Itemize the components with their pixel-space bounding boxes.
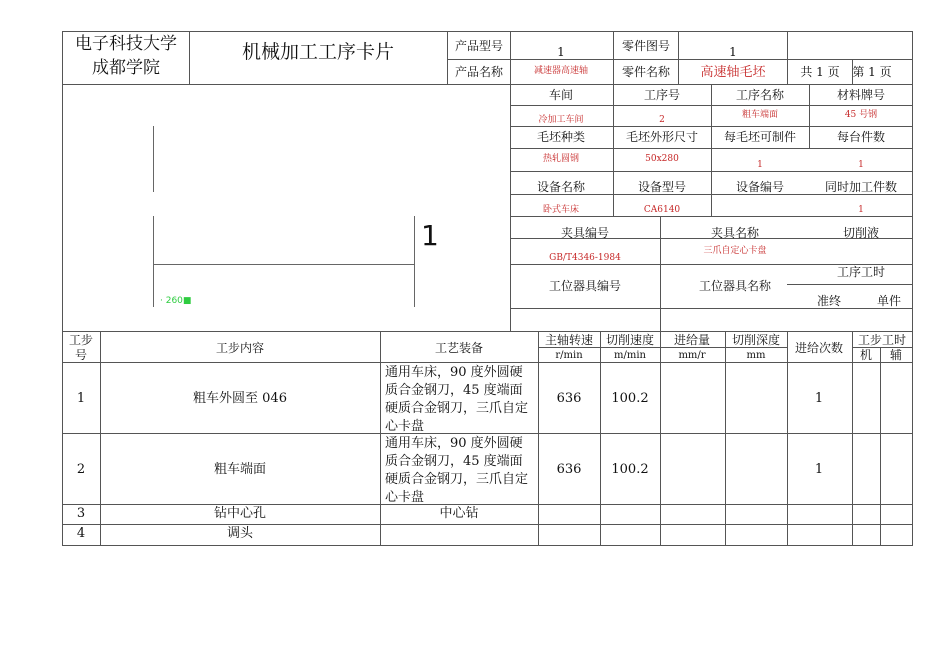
col-equipment-header: 工艺装备: [434, 341, 484, 355]
per-unit-label: 每台件数: [836, 130, 886, 144]
row-step-no: 2: [76, 462, 86, 477]
row-step-content: 粗车端面: [213, 462, 267, 477]
col-content-header: 工步内容: [215, 341, 265, 355]
equipment-model-label: 设备型号: [637, 180, 687, 194]
product-name-label: 产品名称: [454, 65, 504, 79]
part-drawing-no-value: 1: [729, 45, 737, 59]
card-title: 机械加工工序卡片: [241, 41, 395, 63]
part-drawing-no-label: 零件图号: [621, 39, 671, 53]
workshop-value: 冷加工车间: [538, 115, 584, 125]
row-step-no: 4: [76, 526, 86, 541]
row-step-content: 粗车外圆至 046: [193, 391, 287, 406]
row-step-no: 3: [76, 506, 86, 521]
row-spindle-speed: 636: [556, 462, 582, 477]
col-feed-unit: mm/r: [678, 350, 706, 361]
process-no-value: 2: [659, 115, 665, 125]
product-model-value: 1: [557, 45, 565, 59]
col-feed-header: 进给量: [673, 333, 711, 347]
blank-size-label: 毛坯外形尺寸: [625, 130, 699, 144]
prep-time-label: 准终: [816, 294, 842, 308]
col-depth-header: 切削深度: [731, 333, 781, 347]
col-spindle-header: 主轴转速: [544, 333, 594, 347]
col-depth-unit: mm: [746, 350, 766, 361]
per-unit-value: 1: [858, 160, 864, 170]
process-time-label: 工序工时: [836, 265, 886, 279]
row-step-content: 调头: [226, 526, 254, 541]
sketch-label: 1: [421, 219, 439, 252]
row-spindle-speed: 636: [556, 391, 582, 406]
process-no-label: 工序号: [643, 88, 681, 102]
workshop-label: 车间: [548, 88, 574, 102]
fixture-name-label: 夹具名称: [710, 226, 760, 240]
col-speed-header: 切削速度: [605, 333, 655, 347]
row-step-no: 1: [76, 391, 86, 406]
blank-size-value: 50x280: [645, 154, 679, 164]
row-passes: 1: [814, 391, 824, 406]
row-equipment: 通用车床，90 度外圆硬质合金钢刀，45 度端面硬质合金钢刀，三爪自定心卡盘: [385, 436, 529, 505]
equipment-model-value: CA6140: [643, 205, 681, 215]
fixture-no-value: GB/T4346-1984: [549, 253, 621, 263]
blank-type-value: 热轧圆钢: [542, 154, 580, 164]
simultaneous-value: 1: [858, 205, 864, 215]
row-step-content: 钻中心孔: [213, 506, 267, 521]
equipment-name-label: 设备名称: [536, 180, 586, 194]
per-blank-label: 每毛坯可制件: [723, 130, 797, 144]
row-cutting-speed: 100.2: [611, 391, 649, 406]
col-step-time-header: 工步工时: [857, 333, 907, 347]
station-tool-name-label: 工位器具名称: [698, 279, 772, 293]
coolant-label: 切削液: [842, 226, 880, 240]
col-aux-time-header: 辅: [889, 348, 903, 362]
simultaneous-label: 同时加工件数: [824, 180, 898, 194]
material-value: 45 号钢: [844, 110, 878, 120]
product-model-label: 产品型号: [454, 39, 504, 53]
process-name-value: 粗车端面: [741, 110, 779, 120]
blank-type-label: 毛坯种类: [536, 130, 586, 144]
total-pages: 共 1 页: [800, 65, 840, 79]
part-name-label: 零件名称: [621, 65, 671, 79]
dimension-label: · 260■: [160, 296, 192, 306]
school-name-line1: 电子科技大学: [75, 34, 177, 54]
row-equipment: 通用车床，90 度外圆硬质合金钢刀，45 度端面硬质合金钢刀，三爪自定心卡盘: [385, 365, 529, 434]
col-step-no-header-line2: 号: [74, 348, 88, 362]
part-name-value: 高速轴毛坯: [700, 65, 766, 80]
col-spindle-unit: r/min: [555, 350, 583, 361]
row-equipment: 中心钻: [439, 506, 479, 521]
fixture-name-value: 三爪自定心卡盘: [703, 246, 767, 256]
equipment-no-label: 设备编号: [735, 180, 785, 194]
unit-time-label: 单件: [876, 294, 902, 308]
fixture-no-label: 夹具编号: [560, 226, 610, 240]
material-label: 材料牌号: [836, 88, 886, 102]
process-name-label: 工序名称: [735, 88, 785, 102]
col-passes-header: 进给次数: [794, 341, 844, 355]
station-tool-no-label: 工位器具编号: [548, 279, 622, 293]
school-name-line2: 成都学院: [92, 58, 160, 78]
col-machine-time-header: 机: [859, 348, 873, 362]
product-name-value: 减速器高速轴: [533, 66, 589, 76]
page-number: 第 1 页: [852, 65, 892, 79]
row-cutting-speed: 100.2: [611, 462, 649, 477]
per-blank-value: 1: [757, 160, 763, 170]
row-passes: 1: [814, 462, 824, 477]
col-step-no-header-line1: 工步: [68, 333, 94, 347]
equipment-name-value: 卧式车床: [542, 205, 580, 215]
col-speed-unit: m/min: [614, 350, 646, 361]
